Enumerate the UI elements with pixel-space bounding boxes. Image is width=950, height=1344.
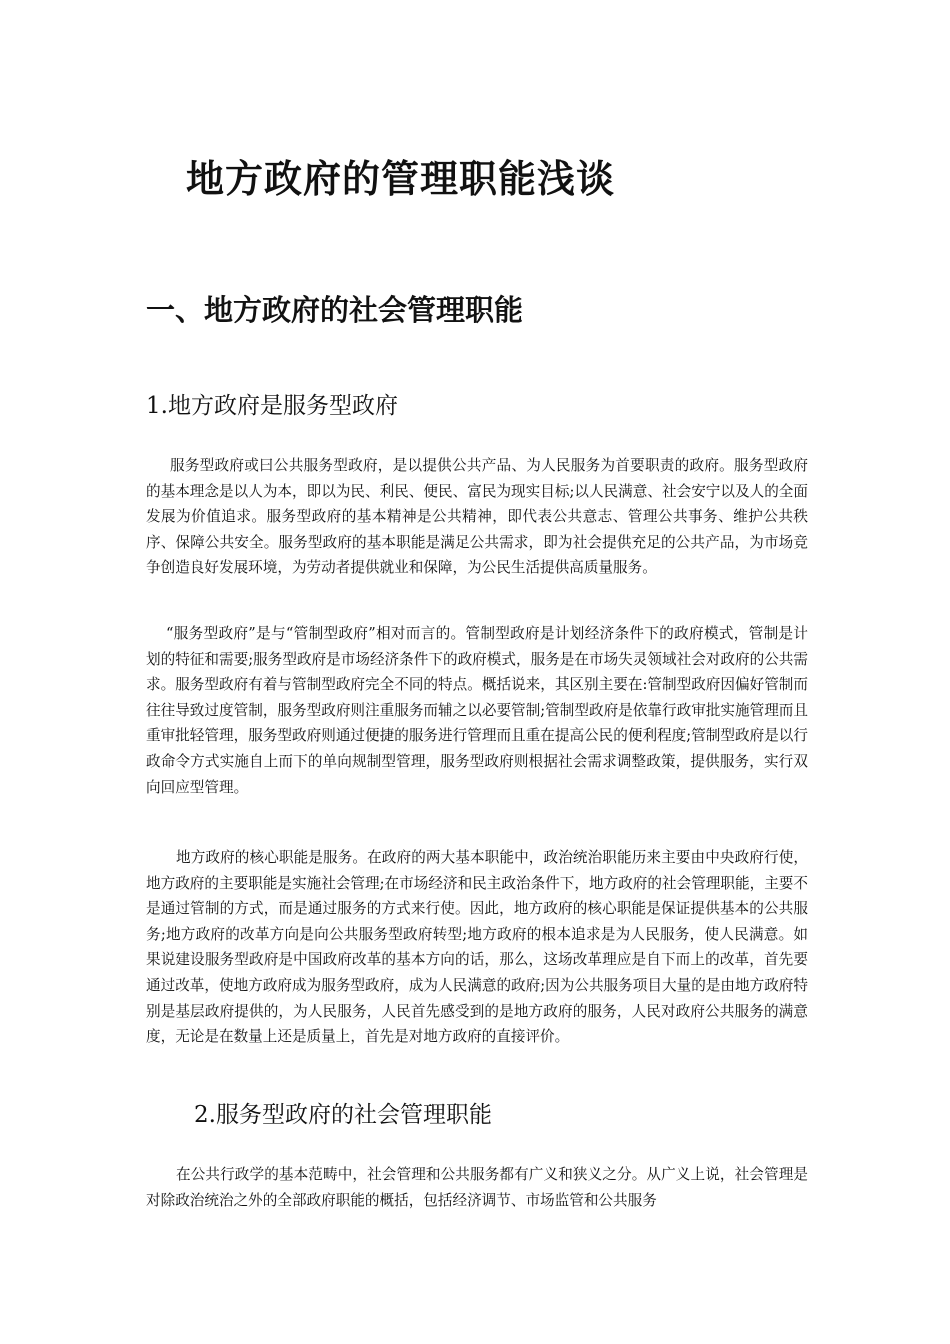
paragraph: 地方政府的核心职能是服务。在政府的两大基本职能中，政治统治职能历来主要由中央政府行使，地方政府的主要职能是实施社会管理;在市场经济和民主政治条件下，地方政府的社会管理职能，主要不是通过管制的方式，而是通过服务的方式来行使。因此，地方政府的核心职能是保证提供基本的公共服务;地方政府的改革方向是向公共服务型政府转型;地方政府的根本追求是为人民服务，使人民满意。如果说建设服务型政府是中国政府改革的基本方向的话，那么，这场改革理应是自下而上的改革，首先要通过改革，使地方政府成为服务型政府，成为人民满意的政府;因为公共服务项目大量的是由地方政府特别是基层政府提供的，为人民服务，人民首先感受到的是地方政府的服务，人民对政府公共服务的满意度，无论是在数量上还是质量上，首先是对地方政府的直接评价。 xyxy=(146,849,808,1046)
subsection-1-heading: 1.地方政府是服务型政府 xyxy=(146,393,398,419)
subsection-2-heading: 2.服务型政府的社会管理职能 xyxy=(194,1102,492,1128)
section-heading: 一、地方政府的社会管理职能 xyxy=(146,293,524,327)
document-title: 地方政府的管理职能浅谈 xyxy=(186,157,616,201)
paragraph: “服务型政府”是与“管制型政府”相对而言的。管制型政府是计划经济条件下的政府模式，管制是计划的特征和需要;服务型政府是市场经济条件下的政府模式，服务是在市场失灵领域社会对政府的公共需求。服务型政府有着与管制型政府完全不同的特点。概括说来，其区别主要在:管制型政府因偏好管制而往往导致过度管制，服务型政府则注重服务而辅之以必要管制;管制型政府是依靠行政审批实施管理而且重审批轻管理，服务型政府则通过便捷的服务进行管理而且重在提高公民的便利程度;管制型政府是以行政命令方式实施自上而下的单向规制型管理，服务型政府则根据社会需求调整政策，提供服务，实行双向回应型管理。 xyxy=(146,625,808,796)
paragraph: 服务型政府或曰公共服务型政府，是以提供公共产品、为人民服务为首要职责的政府。服务型政府的基本理念是以人为本，即以为民、利民、便民、富民为现实目标;以人民满意、社会安宁以及人的全面发展为价值追求。服务型政府的基本精神是公共精神，即代表公共意志、管理公共事务、维护公共秩序、保障公共安全。服务型政府的基本职能是满足公共需求，即为社会提供充足的公共产品，为市场竞争创造良好发展环境，为劳动者提供就业和保障，为公民生活提供高质量服务。 xyxy=(146,457,808,577)
paragraph: 在公共行政学的基本范畴中，社会管理和公共服务都有广义和狭义之分。从广义上说，社会管理是对除政治统治之外的全部政府职能的概括，包括经济调节、市场监管和公共服务 xyxy=(146,1166,808,1209)
